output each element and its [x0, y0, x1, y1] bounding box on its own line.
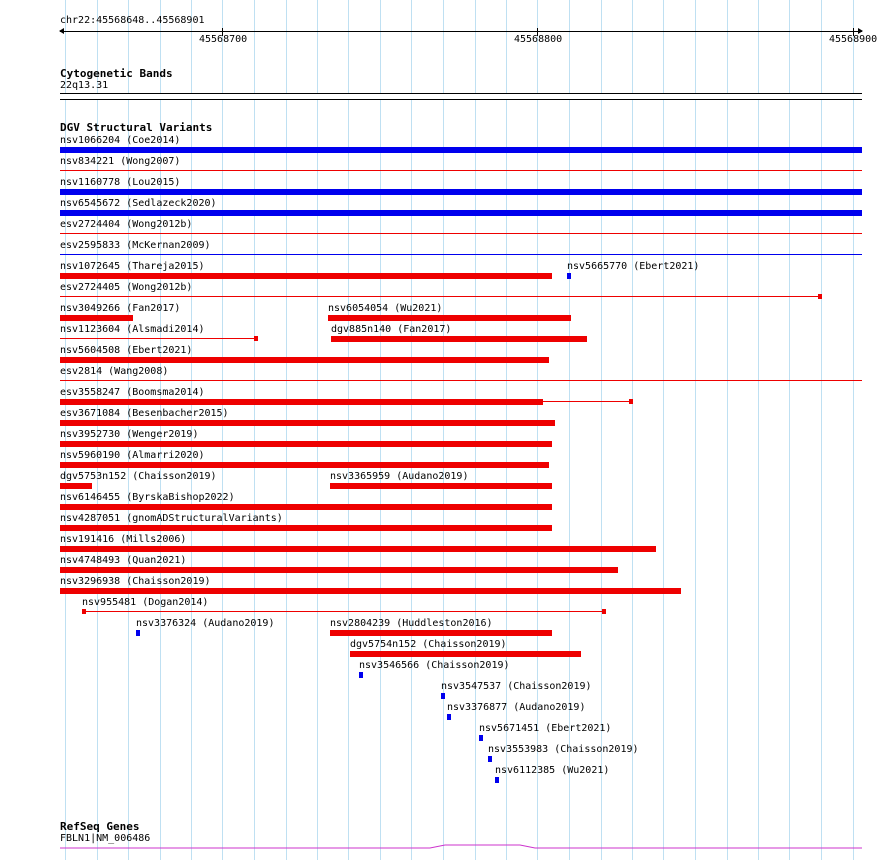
dgv-track-title[interactable]: DGV Structural Variants	[60, 121, 213, 134]
feature-label[interactable]: esv3671084 (Besenbacher2015)	[60, 408, 229, 419]
feature-label[interactable]: nsv955481 (Dogan2014)	[82, 597, 209, 608]
gene-label[interactable]: FBLN1|NM_006486	[60, 833, 151, 844]
feature-end-cap	[629, 399, 633, 404]
feature-bar[interactable]	[60, 504, 552, 510]
gene-model[interactable]	[60, 842, 862, 854]
ruler-left-arrow-icon	[59, 28, 64, 34]
feature-bar[interactable]	[82, 611, 606, 612]
feature-label[interactable]: esv3558247 (Boomsma2014)	[60, 387, 205, 398]
feature-label[interactable]: dgv5754n152 (Chaisson2019)	[350, 639, 507, 650]
feature-bar[interactable]	[60, 525, 552, 531]
grid-line	[380, 0, 381, 860]
grid-line	[632, 0, 633, 860]
feature-label[interactable]: nsv3553983 (Chaisson2019)	[488, 744, 639, 755]
feature-label[interactable]: nsv6054054 (Wu2021)	[328, 303, 443, 314]
feature-label[interactable]: esv2814 (Wang2008)	[60, 366, 169, 377]
feature-end-cap	[602, 609, 606, 614]
feature-bar[interactable]	[60, 147, 862, 153]
grid-line	[758, 0, 759, 860]
feature-bar[interactable]	[359, 672, 363, 678]
feature-label[interactable]: nsv3547537 (Chaisson2019)	[441, 681, 592, 692]
feature-label[interactable]: nsv3296938 (Chaisson2019)	[60, 576, 211, 587]
feature-label[interactable]: nsv5671451 (Ebert2021)	[479, 723, 612, 734]
feature-bar[interactable]	[60, 380, 862, 381]
grid-line	[663, 0, 664, 860]
feature-label[interactable]: nsv3546566 (Chaisson2019)	[359, 660, 510, 671]
feature-label[interactable]: nsv4287051 (gnomADStructuralVariants)	[60, 513, 283, 524]
feature-label[interactable]: nsv6545672 (Sedlazeck2020)	[60, 198, 217, 209]
feature-bar[interactable]	[330, 630, 552, 636]
feature-bar[interactable]	[60, 338, 258, 339]
grid-line	[475, 0, 476, 860]
gene-intron-line	[60, 845, 862, 848]
feature-bar[interactable]	[479, 735, 483, 741]
feature-label[interactable]: nsv1066204 (Coe2014)	[60, 135, 181, 146]
feature-label[interactable]: nsv3376324 (Audano2019)	[136, 618, 275, 629]
grid-line	[317, 0, 318, 860]
feature-bar[interactable]	[488, 756, 492, 762]
feature-label[interactable]: nsv4748493 (Quan2021)	[60, 555, 187, 566]
feature-bar[interactable]	[567, 273, 571, 279]
feature-bar[interactable]	[60, 315, 133, 321]
feature-bar[interactable]	[330, 483, 552, 489]
feature-bar[interactable]	[60, 210, 862, 216]
feature-bar[interactable]	[60, 170, 862, 171]
grid-line	[695, 0, 696, 860]
grid-line	[254, 0, 255, 860]
feature-label[interactable]: nsv5604508 (Ebert2021)	[60, 345, 193, 356]
feature-label[interactable]: nsv1072645 (Thareja2015)	[60, 261, 205, 272]
grid-line	[222, 0, 223, 860]
feature-bar[interactable]	[60, 254, 862, 255]
feature-bar[interactable]	[60, 441, 552, 447]
region-label: chr22:45568648..45568901	[60, 15, 205, 26]
feature-label[interactable]: nsv1160778 (Lou2015)	[60, 177, 181, 188]
feature-label[interactable]: nsv3049266 (Fan2017)	[60, 303, 181, 314]
feature-bar[interactable]	[60, 399, 543, 405]
feature-bar[interactable]	[60, 273, 552, 279]
feature-bar[interactable]	[60, 567, 618, 573]
cytoband-bar[interactable]	[60, 93, 862, 100]
feature-bar[interactable]	[136, 630, 140, 636]
feature-bar[interactable]	[331, 336, 587, 342]
feature-label[interactable]: dgv885n140 (Fan2017)	[331, 324, 452, 335]
feature-label[interactable]: nsv3365959 (Audano2019)	[330, 471, 469, 482]
feature-bar[interactable]	[60, 296, 822, 297]
grid-line	[821, 0, 822, 860]
feature-bar[interactable]	[441, 693, 445, 699]
feature-label[interactable]: nsv5665770 (Ebert2021)	[567, 261, 700, 272]
ruler-tick-label: 45568700	[199, 34, 248, 45]
grid-line	[286, 0, 287, 860]
feature-label[interactable]: nsv6112385 (Wu2021)	[495, 765, 610, 776]
feature-bar[interactable]	[60, 588, 681, 594]
ruler-tick-label: 45568800	[514, 34, 563, 45]
grid-line	[789, 0, 790, 860]
feature-label[interactable]: esv2724405 (Wong2012b)	[60, 282, 193, 293]
grid-line	[411, 0, 412, 860]
grid-line	[727, 0, 728, 860]
feature-label[interactable]: nsv834221 (Wong2007)	[60, 156, 181, 167]
feature-end-cap	[818, 294, 822, 299]
feature-label[interactable]: nsv5960190 (Almarri2020)	[60, 450, 205, 461]
cytoband-label: 22q13.31	[60, 80, 109, 91]
feature-label[interactable]: esv2595833 (McKernan2009)	[60, 240, 211, 251]
feature-label[interactable]: nsv2804239 (Huddleston2016)	[330, 618, 493, 629]
feature-bar[interactable]	[60, 189, 862, 195]
grid-line	[443, 0, 444, 860]
feature-end-cap	[82, 609, 86, 614]
grid-line	[348, 0, 349, 860]
feature-tail-line	[543, 401, 633, 402]
feature-bar[interactable]	[60, 483, 92, 489]
feature-label[interactable]: nsv3952730 (Wenger2019)	[60, 429, 199, 440]
feature-bar[interactable]	[60, 233, 862, 234]
refseq-track-title[interactable]: RefSeq Genes	[60, 820, 140, 833]
feature-label[interactable]: esv2724404 (Wong2012b)	[60, 219, 193, 230]
feature-label[interactable]: nsv6146455 (ByrskaBishop2022)	[60, 492, 235, 503]
ruler-axis[interactable]	[60, 28, 862, 40]
feature-bar[interactable]	[328, 315, 571, 321]
feature-end-cap	[254, 336, 258, 341]
feature-label[interactable]: nsv1123604 (Alsmadi2014)	[60, 324, 205, 335]
feature-bar[interactable]	[60, 546, 656, 552]
feature-label[interactable]: nsv3376877 (Audano2019)	[447, 702, 586, 713]
feature-label[interactable]: dgv5753n152 (Chaisson2019)	[60, 471, 217, 482]
feature-bar[interactable]	[60, 462, 549, 468]
feature-bar[interactable]	[495, 777, 499, 783]
feature-bar[interactable]	[447, 714, 451, 720]
feature-bar[interactable]	[350, 651, 581, 657]
feature-label[interactable]: nsv191416 (Mills2006)	[60, 534, 187, 545]
grid-line	[853, 0, 854, 860]
feature-bar[interactable]	[60, 420, 555, 426]
cytoband-track-title[interactable]: Cytogenetic Bands	[60, 67, 173, 80]
feature-bar[interactable]	[60, 357, 549, 363]
ruler-tick-label: 45568900	[829, 34, 878, 45]
